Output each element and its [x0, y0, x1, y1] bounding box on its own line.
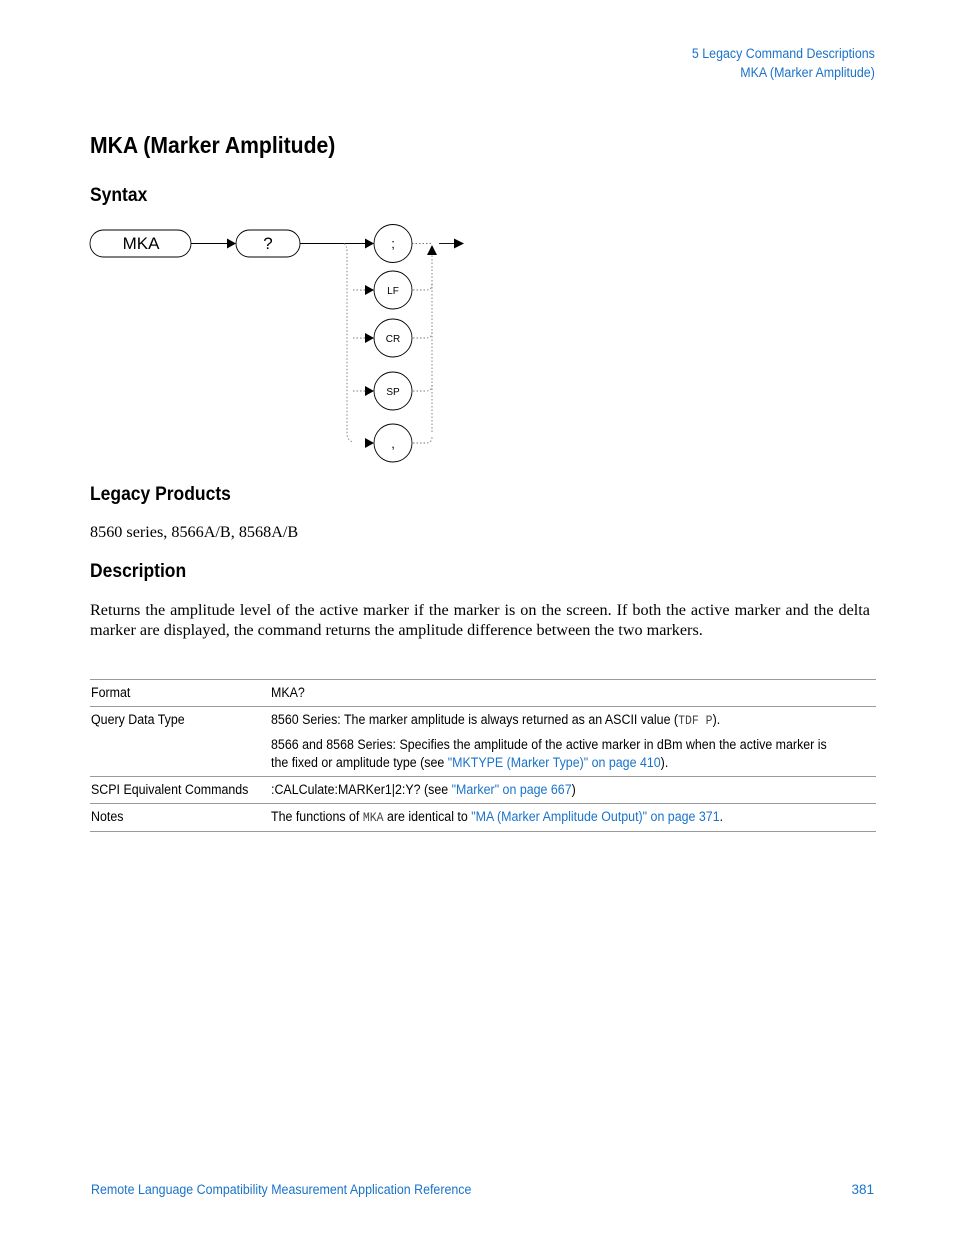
terminator-lf-label: LF [387, 286, 399, 297]
page-number: 381 [851, 1182, 874, 1197]
table-row-format [90, 680, 876, 707]
query-data-type-p1: 8560 Series: The marker amplitude is always returned as an ASCII value (TDF P). [271, 712, 721, 728]
table-row-scpi [90, 777, 876, 804]
legacy-products-heading: Legacy Products [90, 484, 231, 505]
terminator-sp-label: SP [386, 387, 400, 398]
syntax-heading: Syntax [90, 185, 148, 206]
scpi-value: :CALCulate:MARKer1|2:Y? (see "Marker" on page 667) [271, 782, 576, 797]
footer-title: Remote Language Compatibility Measurement Application Reference [91, 1182, 472, 1197]
query-label: ? [263, 234, 273, 253]
table-row-query-data-type [90, 707, 876, 777]
scpi-label: SCPI Equivalent Commands [91, 782, 249, 797]
terminator-semicolon-label: ; [391, 236, 395, 251]
mktype-link[interactable]: "MKTYPE (Marker Type)" on page 410 [447, 755, 661, 770]
terminator-cr-label: CR [385, 334, 401, 345]
marker-link[interactable]: "Marker" on page 667 [451, 782, 572, 797]
description-text: Returns the amplitude level of the active marker if the marker is on the screen. If both the active marker and the delta marker are displayed, the command returns the amplitude difference between the two markers. [90, 601, 870, 639]
syntax-diagram [88, 222, 488, 467]
notes-label: Notes [91, 809, 124, 824]
running-header [692, 44, 875, 82]
query-data-type-label: Query Data Type [91, 712, 185, 727]
header-chapter-link[interactable]: 5 Legacy Command Descriptions [692, 46, 875, 61]
description-heading: Description [90, 561, 187, 582]
ma-link[interactable]: "MA (Marker Amplitude Output)" on page 371 [471, 809, 720, 824]
format-label: Format [91, 685, 131, 700]
terminator-comma-label: , [391, 436, 395, 451]
mka-code: MKA [362, 811, 384, 825]
notes-value: The functions of MKA are identical to "MA (Marker Amplitude Output)" on page 371. [271, 809, 724, 825]
header-section-link[interactable]: MKA (Marker Amplitude) [740, 65, 875, 80]
ascii-code: TDF P [678, 714, 713, 728]
legacy-products-text: 8560 series, 8566A/B, 8568A/B [90, 523, 299, 541]
query-data-type-p2: 8566 and 8568 Series: Specifies the amplitude of the active marker in dBm when the active marker is the fixed or amplitude type (see "MKTYPE (Marker Type)" on page 410). [271, 737, 827, 770]
format-value: MKA? [271, 685, 305, 700]
table-row-notes [90, 804, 876, 832]
properties-table [90, 679, 876, 832]
command-label: MKA [122, 234, 160, 253]
page-title: MKA (Marker Amplitude) [90, 132, 336, 158]
